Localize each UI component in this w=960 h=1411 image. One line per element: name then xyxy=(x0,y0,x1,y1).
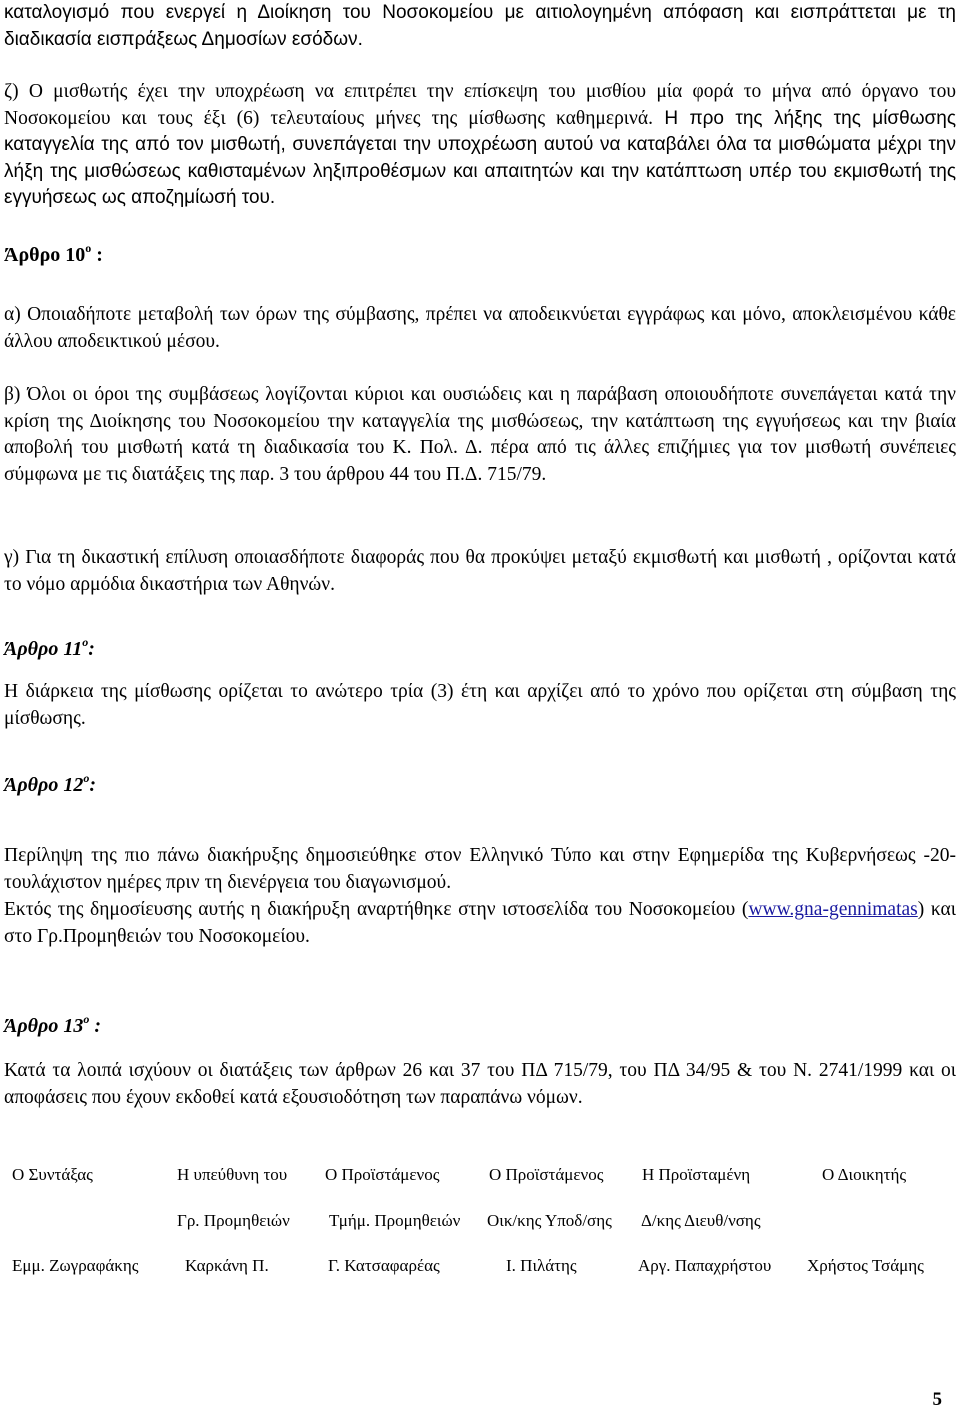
sig-title-4: Ο Προϊστάμενος xyxy=(489,1165,604,1184)
sig-dept-5: Δ/κης Διευθ/νσης xyxy=(641,1211,761,1230)
clause-z xyxy=(4,79,956,212)
article-11-sup: ο xyxy=(82,635,89,649)
sig-dept-4: Οικ/κης Υποδ/σης xyxy=(487,1211,612,1230)
sig-name-2: Καρκάνη Π. xyxy=(185,1256,269,1275)
sig-dept-2: Γρ. Προμηθειών xyxy=(177,1211,290,1230)
article-11-text: Η διάρκεια της μίσθωσης ορίζεται το ανώτερο τρία (3) έτη και αρχίζει από το χρόνο που ορίζεται στη σύμβαση της μίσθωσης. xyxy=(4,681,956,729)
article-11-title: Άρθρο 11 xyxy=(4,638,83,660)
clause-z-part1: ζ) Ο μισθωτής έχει την υποχρέωση να επιτρέπει την επίσκεψη του μισθίου μία φορά το μήνα από όργανο του Νοσοκομείου και τους έξι (6) τελευταίους μήνες της μίσθωσης καθημερινά. xyxy=(4,81,956,129)
sig-title-5: Η Προϊσταμένη xyxy=(642,1165,751,1184)
article-13-title: Άρθρο 13 xyxy=(4,1015,84,1037)
sig-name-3: Γ. Κατσαφαρέας xyxy=(328,1256,440,1275)
sig-dept-3: Τμήμ. Προμηθειών xyxy=(329,1211,461,1230)
sig-name-6: Χρήστος Τσάμης xyxy=(807,1256,924,1275)
sig-title-1: Ο Συντάξας xyxy=(12,1165,93,1184)
article-13-heading xyxy=(4,1012,956,1038)
page-number: 5 xyxy=(932,1389,942,1410)
top-paragraph: καταλογισμό που ενεργεί η Διοίκηση του Νοσοκομείου με αιτιολογημένη απόφαση και εισπράττεται με τη διαδικασία εισπράξεως Δημοσίων εσόδων. xyxy=(4,2,956,50)
article-11-suffix: : xyxy=(88,638,95,660)
sig-name-5: Αργ. Παπαχρήστου xyxy=(638,1256,772,1275)
sig-name-1: Εμμ. Ζωγραφάκης xyxy=(12,1256,139,1275)
article-10-clause-c: γ) Για τη δικαστική επίλυση οποιασδήποτε διαφοράς που θα προκύψει μεταξύ εκμισθωτή και μισθωτή , ορίζονται κατά το νόμο αρμόδια δικαστήρια των Αθηνών. xyxy=(4,547,956,595)
article-13-sup: ο xyxy=(83,1012,90,1026)
sig-name-4: Ι. Πιλάτης xyxy=(506,1256,577,1275)
article-11-heading xyxy=(4,635,956,661)
article-10-heading xyxy=(4,241,956,267)
article-13-text: Κατά τα λοιπά ισχύουν οι διατάξεις των άρθρων 26 και 37 του ΠΔ 715/79, του ΠΔ 34/95 & του Ν. 2741/1999 και οι αποφάσεις που έχουν εκδοθεί κατά εξουσιοδότηση των παραπάνω νόμων. xyxy=(4,1060,956,1108)
sig-title-6: Ο Διοικητής xyxy=(822,1165,907,1184)
article-12-text-2 xyxy=(4,897,956,950)
article-12-title: Άρθρο 12 xyxy=(4,774,84,796)
article-10-suffix: : xyxy=(91,244,103,266)
sig-title-2: Η υπεύθυνη του xyxy=(177,1165,288,1184)
article-10-title: Άρθρο 10 xyxy=(4,244,86,266)
website-link[interactable]: www.gna-gennimatas xyxy=(748,899,918,920)
article-12-text-2-pre: Εκτός της δημοσίευσης αυτής η διακήρυξη αναρτήθηκε στην ιστοσελίδα του Νοσοκομείου ( xyxy=(4,899,749,920)
article-13-suffix: : xyxy=(89,1015,101,1037)
article-10-sup: ο xyxy=(85,241,92,255)
article-12-sup: ο xyxy=(83,771,90,785)
article-12-text-2-post: ) και στο Γρ.Προμηθειών του Νοσοκομείου. xyxy=(4,899,956,947)
article-10-clause-a: α) Οποιαδήποτε μεταβολή των όρων της σύμβασης, πρέπει να αποδεικνύεται εγγράφως και μόνο, αποκλεισμένου κάθε άλλου αποδεικτικού μέσου. xyxy=(4,304,956,352)
article-12-text-1: Περίληψη της πιο πάνω διακήρυξης δημοσιεύθηκε στον Ελληνικό Τύπο και στην Εφημερίδα της Κυβερνήσεως -20- τουλάχιστον ημέρες πριν τη διενέργεια του διαγωνισμού. xyxy=(4,845,956,893)
article-12-heading xyxy=(4,771,956,797)
sig-title-3: Ο Προϊστάμενος xyxy=(325,1165,440,1184)
article-12-suffix: : xyxy=(89,774,96,796)
clause-z-part2: Η προ της λήξης της μίσθωσης καταγγελία της από τον μισθωτή, συνεπάγεται την υποχρέωση αυτού να καταβάλει όλα τα μισθώματα μέχρι την λήξη της μισθώσεως καθισταμένων ληξιπροθέσμων και απαιτητών και την κατάπτωση υπέρ του εκμισθωτή της εγγυήσεως ως αποζημίωσή του. xyxy=(4,107,956,208)
article-10-clause-b: β) Όλοι οι όροι της συμβάσεως λογίζονται κύριοι και ουσιώδεις και η παράβαση οποιουδήποτε συνεπάγεται κατά την κρίση της Διοίκησης του Νοσοκομείου την καταγγελία της μισθώσεως, την κατάπτωση της εγγυήσεως και την βιαία αποβολή του μισθωτή κατά τη διαδικασία του Κ. Πολ. Δ. πέρα από τις άλλες επιζήμιες για τον μισθωτή συνέπειες σύμφωνα με τις διατάξεις της παρ. 3 του άρθρου 44 του Π.Δ. 715/79. xyxy=(4,384,956,485)
